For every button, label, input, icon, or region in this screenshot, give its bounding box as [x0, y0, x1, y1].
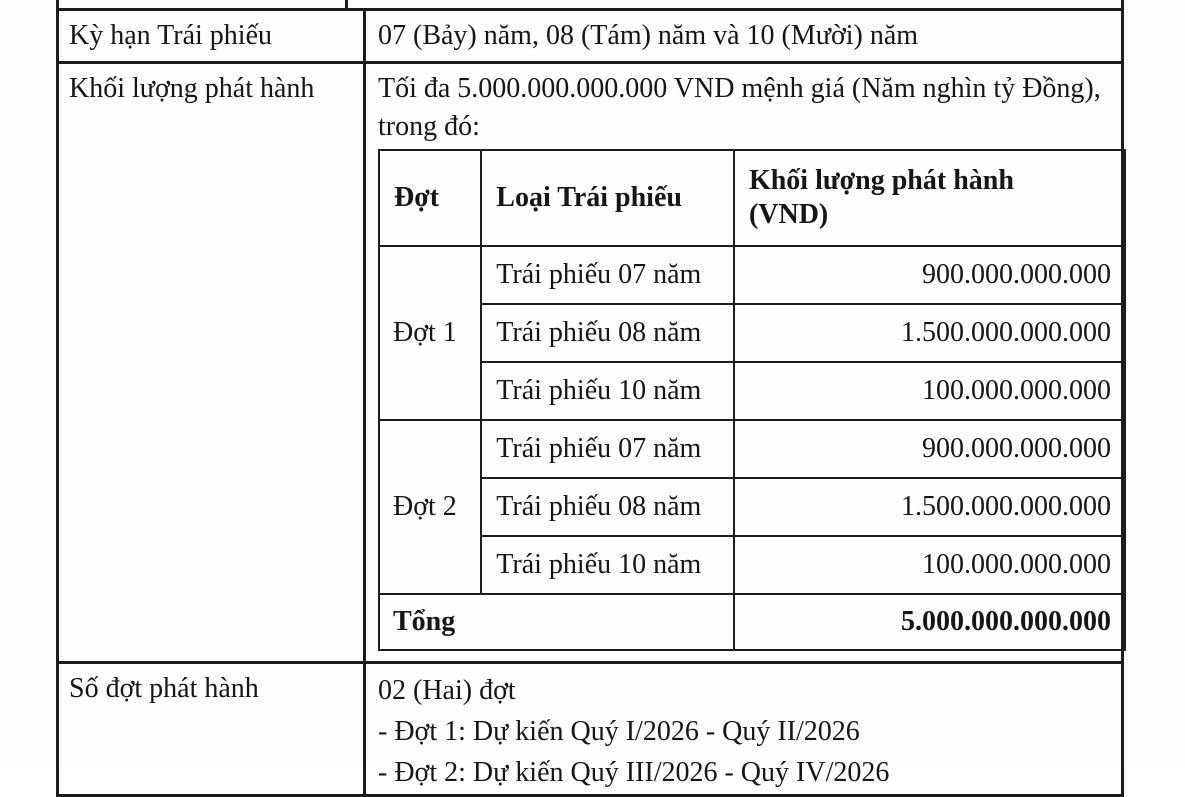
- issuance-row: [379, 362, 1125, 420]
- amount-cell: 900.000.000.000: [734, 246, 1125, 304]
- issuance-row: [379, 478, 1125, 536]
- total-amount: 5.000.000.000.000: [734, 594, 1125, 650]
- issuance-row: [379, 246, 1125, 304]
- amount-cell: 1.500.000.000.000: [734, 478, 1125, 536]
- issuance-row: [379, 304, 1125, 362]
- bond-type-cell: Trái phiếu 08 năm: [481, 304, 734, 362]
- amount-cell: 100.000.000.000: [734, 362, 1125, 420]
- row-label-ky-han: Kỳ hạn Trái phiếu: [58, 10, 365, 63]
- bond-type-cell: Trái phiếu 07 năm: [481, 246, 734, 304]
- row-label-so-dot: Số đợt phát hành: [58, 663, 365, 796]
- issuance-row: [379, 420, 1125, 478]
- total-label: Tổng: [379, 594, 734, 650]
- bond-type-cell: Trái phiếu 07 năm: [481, 420, 734, 478]
- amount-cell: 1.500.000.000.000: [734, 304, 1125, 362]
- issuance-intro-line-2: trong đó:: [378, 111, 480, 142]
- so-dot-line-1: 02 (Hai) đợt: [378, 675, 516, 706]
- issuance-intro-line-1: Tối đa 5.000.000.000.000 VND mệnh giá (Năm nghìn tỷ Đồng),: [378, 73, 1101, 104]
- bond-type-cell: Trái phiếu 08 năm: [481, 478, 734, 536]
- header-khoi-luong-line-1: Khối lượng phát hành: [748, 165, 1014, 196]
- header-khoi-luong-line-2: (VND): [748, 199, 829, 230]
- bond-terms-table: [56, 8, 1124, 797]
- so-dot-line-2: - Đợt 1: Dự kiến Quý I/2026 - Quý II/2026: [378, 716, 860, 747]
- header-loai-trai-phieu: Loại Trái phiếu: [481, 150, 734, 246]
- issuance-row: [379, 536, 1125, 594]
- table-row: [58, 10, 1123, 63]
- header-khoi-luong: [734, 150, 1125, 246]
- bond-type-cell: Trái phiếu 10 năm: [481, 536, 734, 594]
- issuance-header-row: [379, 150, 1125, 246]
- row-value-so-dot: [365, 663, 1123, 796]
- row-value-ky-han: 07 (Bảy) năm, 08 (Tám) năm và 10 (Mười) năm: [365, 10, 1123, 63]
- so-dot-line-3: - Đợt 2: Dự kiến Quý III/2026 - Quý IV/2026: [378, 757, 890, 788]
- issuance-schedule-table: [378, 149, 1126, 651]
- table-row: [58, 63, 1123, 663]
- issuance-total-row: [379, 594, 1125, 650]
- amount-cell: 100.000.000.000: [734, 536, 1125, 594]
- bond-type-cell: Trái phiếu 10 năm: [481, 362, 734, 420]
- row-label-khoi-luong: Khối lượng phát hành: [58, 63, 365, 663]
- group-name-dot-2: Đợt 2: [379, 420, 481, 594]
- group-name-dot-1: Đợt 1: [379, 246, 481, 420]
- amount-cell: 900.000.000.000: [734, 420, 1125, 478]
- row-value-khoi-luong: [365, 63, 1123, 663]
- table-row: [58, 663, 1123, 796]
- header-dot: Đợt: [379, 150, 481, 246]
